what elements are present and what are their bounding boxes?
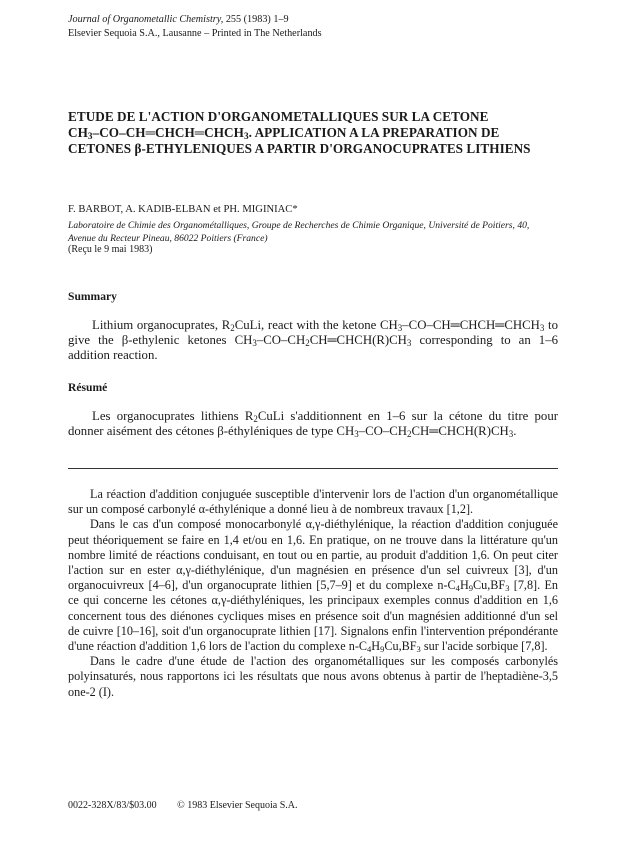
journal-citation <box>68 13 322 27</box>
section-divider <box>68 468 558 469</box>
resume-text: Les organocuprates lithiens $R_2CuLi$ s'additionnent en 1–6 sur la cétone du titre pour donner aisément des cétones β-éthyléniques de type $CH_3-CO-CH_2CH═CHCH(R)CH_3$. <box>68 409 558 440</box>
publisher-line: Elsevier Sequoia S.A., Lausanne – Printed in The Netherlands <box>68 28 322 39</box>
summary-heading: Summary <box>68 290 117 303</box>
affiliation: Laboratoire de Chimie des Organométalliques, Groupe de Recherches de Chimie Organique, Université de Poitiers, 40, Avenue du Recteur Pineau, 86022 Poitiers (France) <box>68 220 530 244</box>
article-body <box>68 487 558 700</box>
author-list: F. BARBOT, A. KADIB-ELBAN et PH. MIGINIAC* <box>68 204 298 215</box>
title-line-1: ETUDE DE L'ACTION D'ORGANOMETALLIQUES SUR LA CETONE <box>68 109 489 124</box>
issn-price-code: 0022-328X/83/$03.00 <box>68 800 157 811</box>
page-footer <box>68 799 315 813</box>
copyright-notice: © 1983 Elsevier Sequoia S.A. <box>177 800 298 811</box>
article-title <box>68 109 568 157</box>
body-paragraph-2: Dans le cas d'un composé monocarbonylé α,γ-diéthylénique, la réaction d'addition conjuguée peut théoriquement se faire en 1,4 et/ou en 1,6. En pratique, on ne trouve dans la littérature qu'un nombre limité de réactions conduisant, en tout ou en partie, au produit d'addition 1,6. On peut citer l'action sur en ester α,γ-diéthylénique, d'un magnésien en présence d'un sel cuivreux [3], d'un organocuivreux [4–6], d'un organocuprate lithien [5,7–9] et du complexe $n-C_4H_9Cu,BF_3$ [7,8]. En ce qui concerne les cétones α,γ-diéthyléniques, les principaux exemples connus d'addition en 1,6 concernent tous des diénones cycliques mises en présence soit d'un magnésien additionné d'un sel de cuivre [10–16], soit d'un organocuprate lithien [17]. Signalons enfin l'intervention prépondérante d'une réaction d'addition 1,6 lors de l'action du complexe $n-C_4H_9Cu,BF_3$ sur l'acide sorbique [7,8]. <box>68 517 558 655</box>
summary-text: Lithium organocuprates, $R_2CuLi$, react with the ketone $CH_3-CO-CH═CHCH═CHCH_3$ to give the β-ethylenic ketones $CH_3-CO-CH_2CH═CHCH(R)CH_3$ corresponding to an 1–6 addition reaction. <box>68 318 558 363</box>
journal-name: Journal of Organometallic Chemistry, <box>68 14 224 25</box>
body-paragraph-3: Dans le cadre d'une étude de l'action des organométalliques sur les composés carbonylés polyinsaturés, nous rapportons ici les résultats que nous avons obtenus à partir de l'heptadiène-3,5 one-2 (I). <box>68 654 558 699</box>
title-line-2: $CH_3-CO-CH═CHCH═CHCH_3$. APPLICATION A LA PREPARATION DE <box>68 125 500 141</box>
title-line-3: CETONES β-ETHYLENIQUES A PARTIR D'ORGANOCUPRATES LITHIENS <box>68 141 531 156</box>
received-date: (Reçu le 9 mai 1983) <box>68 244 153 255</box>
journal-volume: 255 (1983) 1–9 <box>223 14 289 25</box>
body-paragraph-1: La réaction d'addition conjuguée susceptible d'intervenir lors de l'action d'un organométallique sur un composé carbonylé α-éthylénique a donné lieu à de nombreux travaux [1,2]. <box>68 487 558 517</box>
resume-heading: Résumé <box>68 381 108 394</box>
journal-header <box>68 13 322 41</box>
